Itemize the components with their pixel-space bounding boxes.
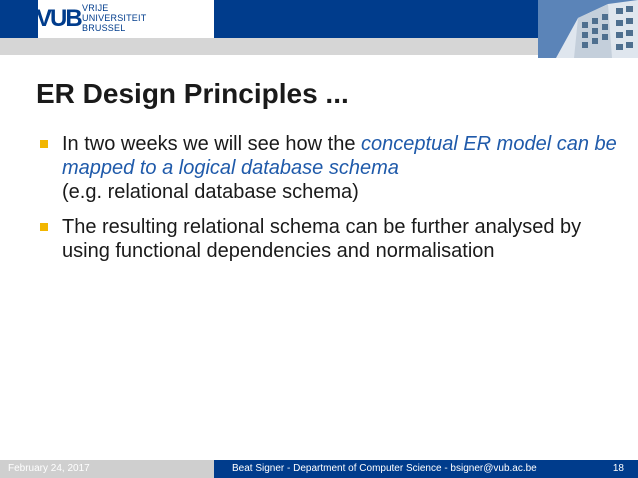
bullet-item — [36, 132, 626, 204]
footer-page-number: 18 — [612, 463, 624, 474]
footer-date: February 24, 2017 — [8, 463, 90, 474]
bullet-text-post: (e.g. relational database schema) — [62, 181, 359, 203]
slide-title: ER Design Principles ... — [36, 78, 349, 109]
bullet-item — [36, 215, 626, 263]
slide-footer — [0, 460, 638, 478]
footer-author: Beat Signer - Department of Computer Science - bsigner@vub.ac.be — [232, 463, 537, 474]
bullet-list — [36, 132, 626, 274]
university-line-3: BRUSSEL — [82, 23, 126, 33]
slide-header — [0, 0, 638, 58]
bullet-square-icon — [40, 223, 48, 231]
bullet-square-icon — [40, 140, 48, 148]
university-name — [82, 3, 146, 33]
university-line-1: VRIJE — [82, 3, 109, 13]
vub-logo: VUB — [36, 5, 81, 32]
university-line-2: UNIVERSITEIT — [82, 13, 147, 23]
building-photo — [538, 0, 638, 58]
bullet-text-highlight: conceptual ER model can be mapped to a logical database schema — [62, 133, 617, 179]
bullet-text: The resulting relational schema can be further analysed by using functional dependencies and normalisation — [62, 216, 582, 262]
bullet-text-pre: In two weeks we will see how the — [62, 133, 362, 155]
